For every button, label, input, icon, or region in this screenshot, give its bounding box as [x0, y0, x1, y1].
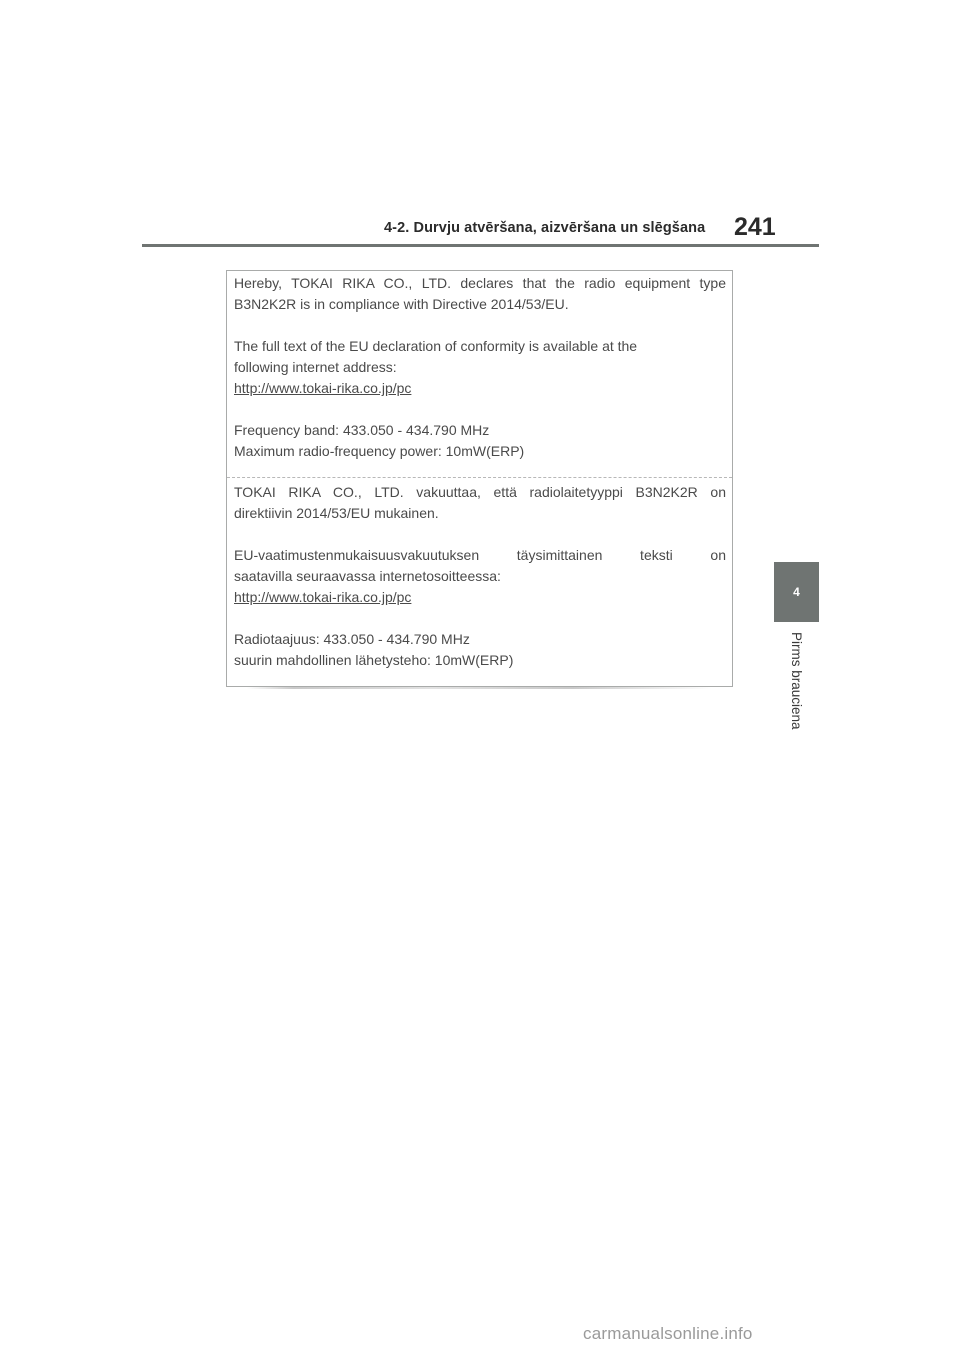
declaration-en-link[interactable]: http://www.tokai-rika.co.jp/pc — [234, 380, 412, 396]
section-title: 4-2. Durvju atvēršana, aizvēršana un slēgšana — [384, 220, 706, 236]
declaration-english — [227, 273, 732, 462]
declaration-finnish — [227, 482, 732, 671]
scan-edge-artifact — [247, 687, 712, 689]
frequency-band-en: Frequency band: 433.050 - 434.790 MHz — [234, 422, 490, 438]
max-power-fi: suurin mahdollinen lähetysteho: 10mW(ERP) — [234, 652, 514, 668]
declaration-en-line-2: B3N2K2R is in compliance with Directive 2014/53/EU. — [234, 296, 569, 312]
page-number: 241 — [734, 213, 776, 241]
declaration-en-line-1: Hereby, TOKAI RIKA CO., LTD. declares that the radio equipment type — [234, 275, 726, 291]
max-power-en: Maximum radio-frequency power: 10mW(ERP) — [234, 443, 525, 459]
declaration-fi-line-3: EU-vaatimustenmukaisuusvakuutuksen täysimittainen teksti on — [234, 547, 726, 563]
declaration-en-line-3: The full text of the EU declaration of conformity is available at the — [234, 338, 638, 354]
chapter-title: Pirms brauciena — [789, 632, 804, 730]
header-rule — [142, 244, 819, 247]
language-divider — [227, 477, 732, 478]
chapter-tab — [774, 562, 819, 622]
declaration-box — [226, 270, 733, 687]
declaration-fi-link[interactable]: http://www.tokai-rika.co.jp/pc — [234, 589, 412, 605]
page-header — [0, 210, 960, 250]
declaration-fi-line-2: direktiivin 2014/53/EU mukainen. — [234, 505, 439, 521]
footer-watermark: carmanualsonline.info — [583, 1324, 753, 1343]
declaration-fi-line-1: TOKAI RIKA CO., LTD. vakuuttaa, että radiolaitetyyppi B3N2K2R on — [234, 484, 726, 500]
frequency-band-fi: Radiotaajuus: 433.050 - 434.790 MHz — [234, 631, 470, 647]
chapter-number: 4 — [793, 585, 800, 599]
declaration-fi-line-4: saatavilla seuraavassa internetosoitteessa: — [234, 568, 501, 584]
declaration-en-line-4: following internet address: — [234, 359, 397, 375]
